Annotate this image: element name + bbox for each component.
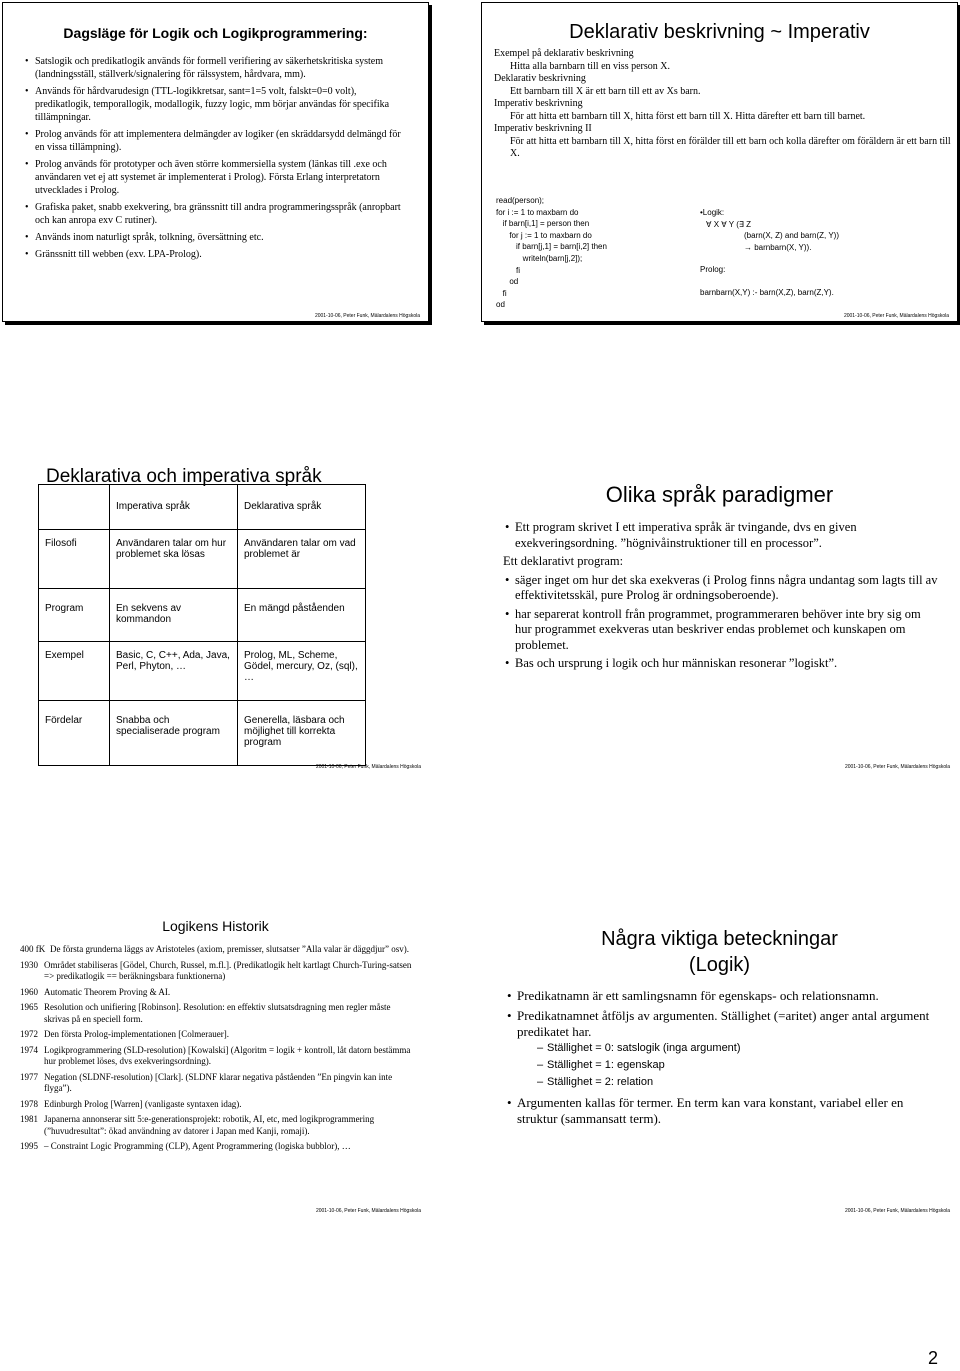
block-text: För att hitta ett barnbarn till X, hitta först en förälder till ett barn och kolla därefter om föräldern är ett barn till X. — [510, 135, 951, 159]
list-item: • Används inom naturligt språk, tolkning, översättning etc. — [23, 231, 410, 244]
list-item — [20, 960, 417, 983]
table-row — [39, 485, 366, 530]
list-item: • har separerat kontroll från programmet, programmeraren behöver inte bry sig om hur programmet exekveras utan beskriver endas problemet och kunskapen om problemet. — [503, 607, 938, 654]
history-year: 1960 — [20, 986, 38, 997]
history-text: Området stabiliseras [Gödel, Church, Russel, m.fl.]. (Predikatlogik helt kartlagt Church-Turing-satsen => predikatlogik == beräkningsbara funktionerna) — [44, 959, 412, 981]
slide-footer: 2001-10-06, Peter Funk, Mälardalens Högskola — [315, 1208, 421, 1214]
list-item: • Ett program skrivet I ett imperativa språk är tvingande, dvs en given exekveringsordning. ”högnivåinstruktioner till en processor”. — [503, 520, 938, 551]
bullet-list — [23, 55, 410, 261]
slide-title: Dagsläge för Logik och Logikprogrammering: — [63, 25, 368, 41]
column-header: Deklarativa språk — [238, 485, 366, 530]
history-year: 1977 — [20, 1071, 38, 1082]
table-row — [39, 642, 366, 701]
row-header: Filosofi — [39, 530, 110, 589]
history-year: 1930 — [20, 959, 38, 970]
list-item: • Predikatnamn är ett samlingsnamn för egenskaps- och relationsnamn. — [505, 988, 938, 1004]
list-item — [20, 1029, 417, 1041]
list-item — [20, 1045, 417, 1068]
history-text: De första grunderna läggs av Aristoteles (axiom, premisser, slutsatser ”Alla valar är däggdjur” osv). — [50, 944, 410, 954]
history-text: Logikprogrammering (SLD-resolution) [Kowalski] (Algoritm = logik + kontroll, låt datorn bestämma hur problemet löses, dvs exekveringsordning). — [44, 1044, 411, 1066]
history-list — [20, 944, 417, 1153]
imperative-code — [496, 195, 607, 311]
slide-title: Deklarativ beskrivning ~ Imperativ — [569, 21, 870, 43]
list-item — [20, 944, 417, 956]
code-line: od — [496, 277, 519, 287]
slide-body — [503, 520, 938, 672]
list-item: • Bas och ursprung i logik och hur människan resonerar ”logiskt”. — [503, 656, 938, 672]
history-text: Negation (SLDNF-resolution) [Clark]. (SLDNF klarar negativa påståenden ”En pingvin kan inte flyga”). — [44, 1071, 393, 1093]
list-item — [20, 1114, 417, 1137]
table-cell: En mängd påståenden — [238, 589, 366, 642]
list-item: • Prolog används för prototyper och även större kommersiella system (länkas till .exe och användaren vet ej att systemet är implementerat i Prolog). Första Erlang interpretatorn utvecklades i Prolog. — [23, 158, 410, 197]
sub-item: – Ställighet = 2: relation — [535, 1074, 938, 1091]
bullet-list — [503, 520, 938, 551]
code-line: if barn[i,1] = person then — [496, 219, 590, 229]
list-item: • Argumenten kallas för termer. En term kan vara konstant, variabel eller en struktur (sammansatt term). — [505, 1095, 938, 1127]
block-text: Hitta alla barnbarn till en viss person X. — [510, 60, 670, 72]
slide-declarative-vs-imperative — [481, 2, 958, 322]
slide-logic-history — [2, 906, 429, 1216]
row-header: Exempel — [39, 642, 110, 701]
bullet-list — [505, 988, 938, 1127]
table-cell — [39, 485, 110, 530]
history-year: 1981 — [20, 1114, 38, 1124]
block-heading: Imperativ beskrivning II — [494, 123, 592, 134]
title-line: Några viktiga beteckningar — [601, 928, 838, 950]
history-text: – Constraint Logic Programming (CLP), Agent Programmering (logiska bubblor), … — [44, 1141, 351, 1151]
history-year: 1978 — [20, 1098, 38, 1109]
table-cell: Användaren talar om hur problemet ska lösas — [110, 530, 238, 589]
list-item: • Satslogik och predikatlogik används för formell verifiering av säkerhetskritiska system (landningsställ, ställverk/signalering för rälssystem, hårdvara, mm). — [23, 55, 410, 81]
table-row — [39, 701, 366, 766]
column-header: Imperativa språk — [110, 485, 238, 530]
description-block — [494, 48, 957, 161]
table-cell: Prolog, ML, Scheme, Gödel, mercury, Oz, (sql), … — [238, 642, 366, 701]
slide-footer: 2001-10-06, Peter Funk, Mälardalens Högskola — [843, 313, 949, 319]
slide-footer: 2001-10-06, Peter Funk, Mälardalens Högskola — [315, 764, 421, 770]
slide-footer: 2001-10-06, Peter Funk, Mälardalens Högskola — [844, 1208, 950, 1214]
block-heading: Imperativ beskrivning — [494, 98, 583, 109]
list-item: • säger inget om hur det ska exekveras (i Prolog finns några undantag som lagts till av effektivitetsskäl, pure Prolog är ordningsoberoende). — [503, 573, 938, 604]
table-cell: En sekvens av kommandon — [110, 589, 238, 642]
table-cell: Generella, läsbara och möjlighet till korrekta program — [238, 701, 366, 766]
sub-item: – Ställighet = 0: satslogik (inga argument) — [535, 1040, 938, 1057]
table-row — [39, 589, 366, 642]
history-text: Japanerna annonserar sitt 5:e-generationsprojekt: robotik, AI, etc, med logikprogrammering (”huvudresultat”: ökad användning av datorer i Japan med Kanji, romaji). — [44, 1114, 375, 1136]
table-cell: Snabba och specialiserade program — [110, 701, 238, 766]
sub-item: – Ställighet = 1: egenskap — [535, 1057, 938, 1074]
list-item — [20, 987, 417, 999]
list-item-text: Predikatnamnet åtföljs av argumenten. Ställighet (=aritet) anger antal argument predikatet har. — [517, 1008, 930, 1039]
formula-line: → barnbarn(X, Y)). — [744, 242, 812, 252]
code-line: writeln(barn[j,2]); — [496, 253, 583, 263]
block-heading: Exempel på deklarativ beskrivning — [494, 48, 634, 59]
code-line: if barn[j,1] = barn[i,2] then — [496, 242, 607, 252]
list-item: • Grafiska paket, snabb exekvering, bra gränssnitt till andra programmeringsspråk (anropbart och kan anropa exv C rutiner). — [23, 201, 410, 227]
plain-text: Ett deklarativt program: — [503, 554, 624, 568]
table-row — [39, 530, 366, 589]
slide-language-paradigms — [481, 454, 958, 772]
list-item: • Gränssnitt till webben (exv. LPA-Prolog). — [23, 248, 410, 261]
prolog-label: Prolog: — [700, 265, 726, 275]
code-line: fi — [496, 265, 521, 275]
history-year: 1965 — [20, 1002, 38, 1012]
history-year: 1974 — [20, 1044, 38, 1055]
block-text: För att hitta ett barnbarn till X, hitta först ett barn till X. Hitta därefter ett barn till barnet. — [510, 110, 866, 122]
slide-footer: 2001-10-06, Peter Funk, Mälardalens Högskola — [844, 764, 950, 770]
table-cell: Basic, C, C++, Ada, Java, Perl, Phyton, … — [110, 642, 238, 701]
formula-line: ∀ X ∀ Y (∃ Z — [706, 219, 752, 229]
block-heading: Deklarativ beskrivning — [494, 73, 586, 84]
list-item: • Prolog används för att implementera delmängder av logiker (en skräddarsydd delmängd för en vissa tillämpning). — [23, 128, 410, 154]
row-header: Program — [39, 589, 110, 642]
slide-language-comparison — [2, 454, 429, 772]
code-line: fi — [496, 288, 507, 298]
slide-logic-status — [2, 2, 429, 322]
prolog-rule: barnbarn(X,Y) :- barn(X,Z), barn(Z,Y). — [700, 287, 834, 297]
logic-heading: •Logik: — [700, 208, 725, 217]
block-text: Ett barnbarn till X är ett barn till ett av Xs barn. — [510, 85, 701, 97]
title-line: (Logik) — [688, 954, 751, 976]
slide-footer: 2001-10-06, Peter Funk, Mälardalens Högskola — [314, 313, 420, 319]
history-year: 1995 — [20, 1141, 38, 1151]
slide-title: Deklarativa och imperativa språk — [46, 466, 322, 487]
history-text: Den första Prolog-implementationen [Colmerauer]. — [44, 1029, 229, 1039]
list-item — [20, 1141, 417, 1153]
row-header: Fördelar — [39, 701, 110, 766]
list-item: • Används för hårdvarudesign (TTL-logikkretsar, sant=1=5 volt, falskt=0=0 volt), predikatlogik, temporallogik, modallogik, fuzzy logic, mm börjar användas för specifika tillämpningar. — [23, 85, 410, 124]
table-cell: Användaren talar om vad problemet är — [238, 530, 366, 589]
comparison-table — [38, 484, 366, 766]
code-line: read(person); — [496, 196, 545, 205]
history-text: Resolution och unifiering [Robinson]. Resolution: en effektiv slutsatsdragning men regler måste skrivas på en speciell form. — [44, 1002, 391, 1024]
code-line: for i := 1 to maxbarn do — [496, 207, 579, 217]
list-item — [505, 1008, 938, 1091]
slide-title — [481, 926, 958, 978]
code-line: od — [496, 300, 505, 310]
history-text: Edinburgh Prolog [Warren] (vanligaste syntaxen idag). — [44, 1098, 242, 1109]
slide-title: Logikens Historik — [162, 918, 269, 934]
history-year: 400 fK — [20, 944, 46, 954]
logic-formula — [700, 207, 839, 299]
list-item — [20, 1002, 417, 1025]
history-year: 1972 — [20, 1029, 38, 1039]
sub-list — [517, 1040, 938, 1091]
slide-title: Olika språk paradigmer — [605, 482, 834, 507]
list-item — [20, 1072, 417, 1095]
list-item — [20, 1099, 417, 1111]
page-number: 2 — [927, 1348, 938, 1368]
history-text: Automatic Theorem Proving & AI. — [44, 986, 171, 997]
slide-logic-notation — [481, 906, 958, 1216]
code-line: for j := 1 to maxbarn do — [496, 230, 592, 240]
formula-line: (barn(X, Z) and barn(Z, Y)) — [744, 231, 839, 241]
bullet-list — [503, 573, 938, 672]
